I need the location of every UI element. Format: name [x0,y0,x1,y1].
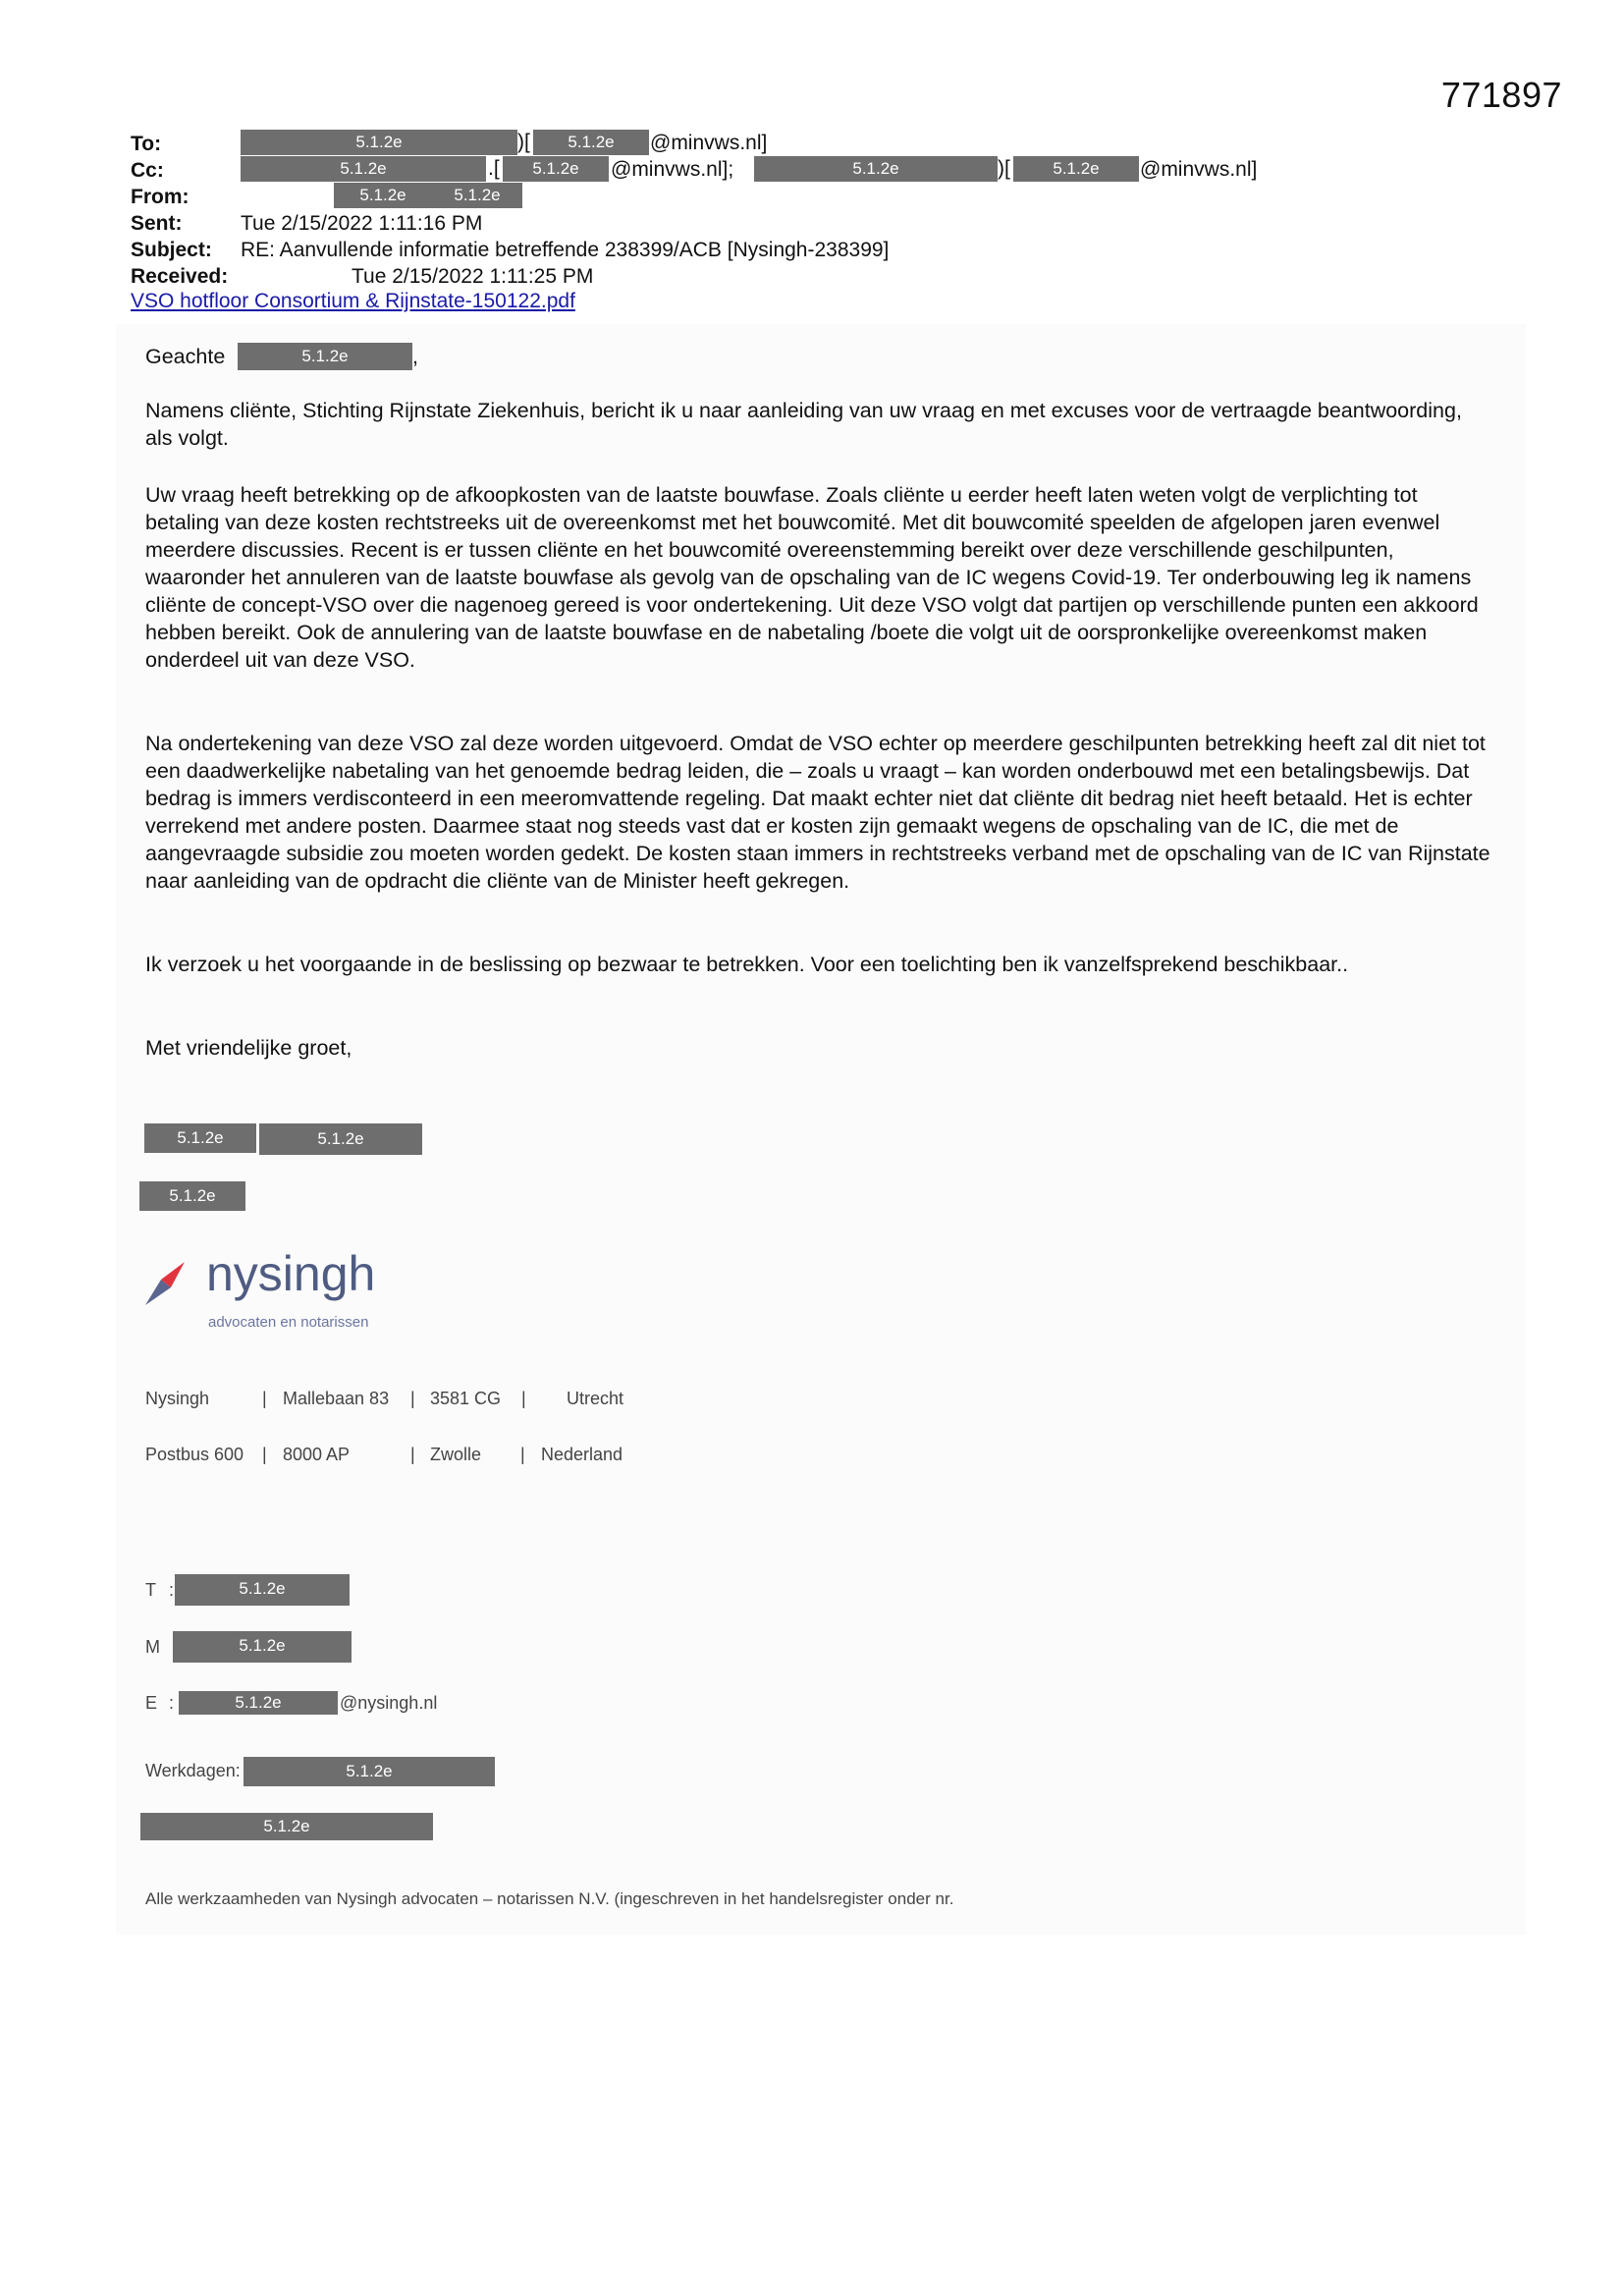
redaction-block: 5.1.2e [173,1631,352,1663]
addr2-country: Nederland [541,1445,623,1464]
to-label: To: [131,133,162,155]
redaction-block: 5.1.2e [244,1757,495,1786]
salutation: Geachte [145,345,226,368]
redaction-block: 5.1.2e [241,156,486,182]
paragraph-3: Na ondertekening van deze VSO zal deze worden uitgevoerd. Omdat de VSO echter op meerdere geschilpunten betrekking heeft zal dit niet tot een daadwerkelijke nabetaling van het genoemde bedrag leiden, die – zoals u vraagt – kan worden onderbouwd met een betalingsbewijs. Dat bedrag is immers verdisconteerd in een meeromvattende regeling. Dat maakt echter niet dat cliënte dit bedrag niet heeft betaald. Het is echter verrekend met andere posten. Daarmee staat nog steeds vast dat er kosten zijn gemaakt wegens de opschaling van de IC, die met de aangevraagde subsidie zou moeten worden gedekt. De kosten staan immers in rechtstreeks verband met de opschaling van de IC van Rijnstate naar aanleiding van de opdracht die cliënte van de Minister heeft gekregen. [145,732,1490,893]
addr-separator: | [520,1445,525,1464]
received-label: Received: [131,265,229,288]
email-label: E [145,1693,158,1713]
addr2-postcode: 8000 AP [283,1445,351,1464]
addr1-street: Mallebaan 83 [283,1389,390,1408]
redaction-block: 5.1.2e [754,156,998,182]
to-email-domain: @minvws.nl] [650,132,768,154]
addr-separator: | [410,1389,415,1408]
subject-value: RE: Aanvullende informatie betreffende 238399/ACB [Nysingh-238399] [241,239,890,261]
document-number: 771897 [1440,75,1562,115]
workdays-label: Werkdagen: [145,1761,241,1780]
redaction-block: 5.1.2e [432,183,522,208]
attachment-link[interactable]: VSO hotfloor Consortium & Rijnstate-150122.pdf [131,290,575,312]
colon: : [169,1580,175,1600]
addr-separator: | [521,1389,526,1408]
email-domain: @nysingh.nl [340,1693,438,1713]
addr1-city: Utrecht [567,1389,624,1408]
redaction-block: 5.1.2e [334,183,432,208]
addr2-postbus: Postbus 600 [145,1445,244,1464]
bracket-separator: )[ [998,157,1010,180]
redaction-block: 5.1.2e [241,130,517,155]
redaction-block: 5.1.2e [503,156,609,182]
subject-label: Subject: [131,239,212,261]
paragraph-4: Ik verzoek u het voorgaande in de beslissing op bezwaar te betrekken. Voor een toelichting ben ik vanzelfsprekend beschikbaar.. [145,953,1349,976]
bracket-separator: .[ [488,157,500,180]
addr1-company: Nysingh [145,1389,210,1408]
addr1-postcode: 3581 CG [430,1389,502,1408]
paragraph-2: Uw vraag heeft betrekking op de afkoopkosten van de laatste bouwfase. Zoals cliënte u eerder heeft laten weten volgt de verplichting tot betaling van deze kosten rechtstreeks uit de overeenkomst met het bouwcomité. Met dit bouwcomité speelden de afgelopen jaren evenwel meerdere discussies. Recent is er tussen cliënte en het bouwcomité overeenstemming bereikt over deze verschillende geschilpunten, waaronder het annuleren van de laatste bouwfase als gevolg van de opschaling van de IC wegens Covid-19. Ter onderbouwing leg ik namens cliënte de concept-VSO over die nagenoeg gereed is voor ondertekening. Uit deze VSO volgt dat partijen op verschillende punten een akkoord hebben bereikt. Ook de annulering van de laatste bouwfase en de nabetaling /boete die volgt uit de oorspronkelijke overeenkomst maken onderdeel uit van deze VSO. [145,483,1479,672]
mobile-label: M [145,1637,160,1657]
cc-label: Cc: [131,159,164,182]
redaction-block: 5.1.2e [238,343,412,370]
addr-separator: | [410,1445,415,1464]
paragraph-1: Namens cliënte, Stichting Rijnstate Ziekenhuis, bericht ik u naar aanleiding van uw vraag en met excuses voor de vertraagde beantwoording, als volgt. [145,399,1462,450]
from-label: From: [131,186,189,208]
redaction-block: 5.1.2e [533,130,649,155]
redaction-block: 5.1.2e [179,1691,338,1715]
logo-tagline: advocaten en notarissen [208,1314,369,1331]
phone-label: T [145,1580,156,1600]
logo-wordmark: nysingh [206,1246,376,1301]
cc-email-domain-2: @minvws.nl] [1140,158,1258,181]
closing: Met vriendelijke groet, [145,1036,352,1060]
nysingh-logo-icon [143,1260,187,1307]
bracket-separator: )[ [517,131,530,153]
addr2-city: Zwolle [430,1445,482,1464]
redaction-block: 5.1.2e [1013,156,1139,182]
redaction-block: 5.1.2e [175,1574,350,1606]
redaction-block: 5.1.2e [259,1123,422,1155]
colon: : [169,1693,175,1713]
salutation-comma: , [412,345,418,368]
cc-email-domain-1: @minvws.nl]; [611,158,734,181]
addr-separator: | [262,1445,267,1464]
addr-separator: | [262,1389,267,1408]
redaction-block: 5.1.2e [139,1181,245,1211]
received-value: Tue 2/15/2022 1:11:25 PM [352,265,594,288]
sent-label: Sent: [131,212,183,235]
disclaimer: Alle werkzaamheden van Nysingh advocaten – notarissen N.V. (ingeschreven in het handelsregister onder nr. [145,1889,954,1908]
sent-value: Tue 2/15/2022 1:11:16 PM [241,212,483,235]
redaction-block: 5.1.2e [144,1123,256,1153]
redaction-block: 5.1.2e [140,1813,433,1840]
